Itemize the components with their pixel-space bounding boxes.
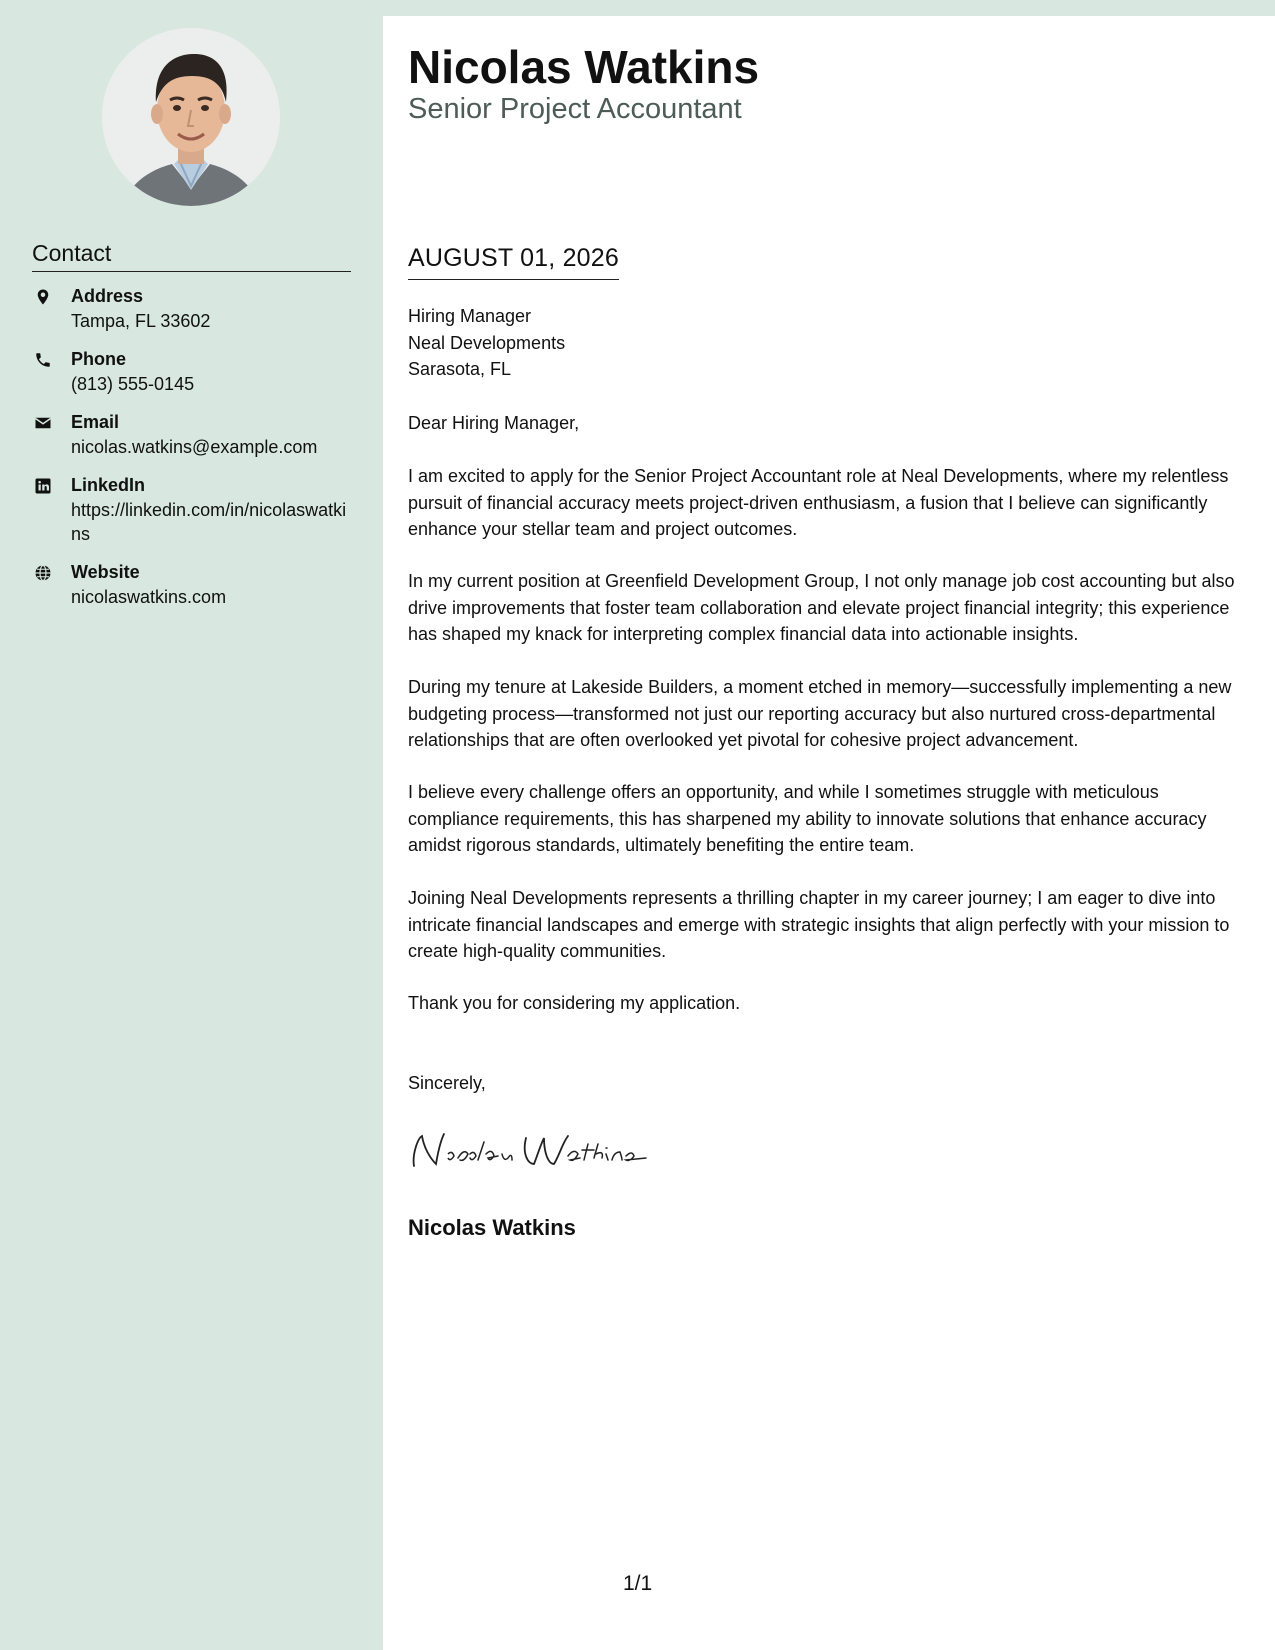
globe-icon — [34, 564, 52, 582]
body-paragraph: Thank you for considering my application. — [408, 993, 741, 1013]
sidebar — [0, 0, 383, 1650]
profile-photo — [102, 28, 280, 206]
body-paragraph: During my tenure at Lakeside Builders, a moment etched in memory—successfully implementing a new budgeting process—transformed not just our reporting accuracy but also nurtured cross-departmental relationships that are often overlooked yet pivotal for cohesive project advancement. — [408, 677, 1232, 750]
map-pin-icon — [34, 288, 52, 306]
contact-label: Address — [71, 286, 144, 306]
signed-name: Nicolas Watkins — [408, 1215, 576, 1240]
body-paragraph: Joining Neal Developments represents a thrilling chapter in my career journey; I am eager to dive into intricate financial landscapes and emerge with strategic insights that align perfectly with your mission to create high-quality communities. — [408, 888, 1230, 961]
greeting: Dear Hiring Manager, — [408, 413, 580, 433]
job-title: Senior Project Accountant — [408, 93, 742, 125]
body-paragraph: In my current position at Greenfield Development Group, I not only manage job cost accounting but also drive improvements that foster team collaboration and elevate project financial integrity; this experience has shaped my knack for interpreting complex financial data into actionable insights. — [408, 571, 1235, 644]
recipient-line: Neal Developments — [408, 332, 566, 353]
linkedin-icon — [34, 477, 52, 495]
closing: Sincerely, — [408, 1073, 486, 1093]
contact-label: Email — [71, 412, 120, 432]
recipient-line: Sarasota, FL — [408, 359, 512, 379]
recipient-block — [408, 303, 565, 383]
contact-label: Phone — [71, 349, 127, 369]
envelope-icon — [34, 414, 52, 432]
contact-value[interactable]: nicolas.watkins@example.com — [71, 437, 318, 457]
contact-value[interactable]: https://linkedin.com/in/nicolaswatkins — [71, 500, 347, 544]
letter-date: AUGUST 01, 2026 — [408, 244, 619, 280]
applicant-name: Nicolas Watkins — [408, 41, 760, 93]
contact-label: Website — [71, 562, 140, 582]
contact-value[interactable]: nicolaswatkins.com — [71, 587, 227, 607]
contact-value: Tampa, FL 33602 — [71, 311, 211, 331]
recipient-line: Hiring Manager — [408, 306, 532, 326]
contact-value: (813) 555-0145 — [71, 374, 195, 394]
handwritten-signature — [408, 1124, 668, 1176]
contact-heading: Contact — [32, 240, 351, 272]
phone-icon — [34, 351, 52, 369]
contact-label: LinkedIn — [71, 475, 146, 495]
page-number: 1/1 — [623, 1572, 653, 1595]
body-paragraph: I believe every challenge offers an opportunity, and while I sometimes struggle with meticulous compliance requirements, this has sharpened my ability to innovate solutions that enhance accuracy amidst rigorous standards, ultimately benefiting the entire team. — [408, 782, 1207, 855]
body-paragraph: I am excited to apply for the Senior Project Accountant role at Neal Developments, where my relentless pursuit of financial accuracy meets project-driven enthusiasm, a fusion that I believe can significantly enhance your stellar team and project outcomes. — [408, 466, 1229, 539]
